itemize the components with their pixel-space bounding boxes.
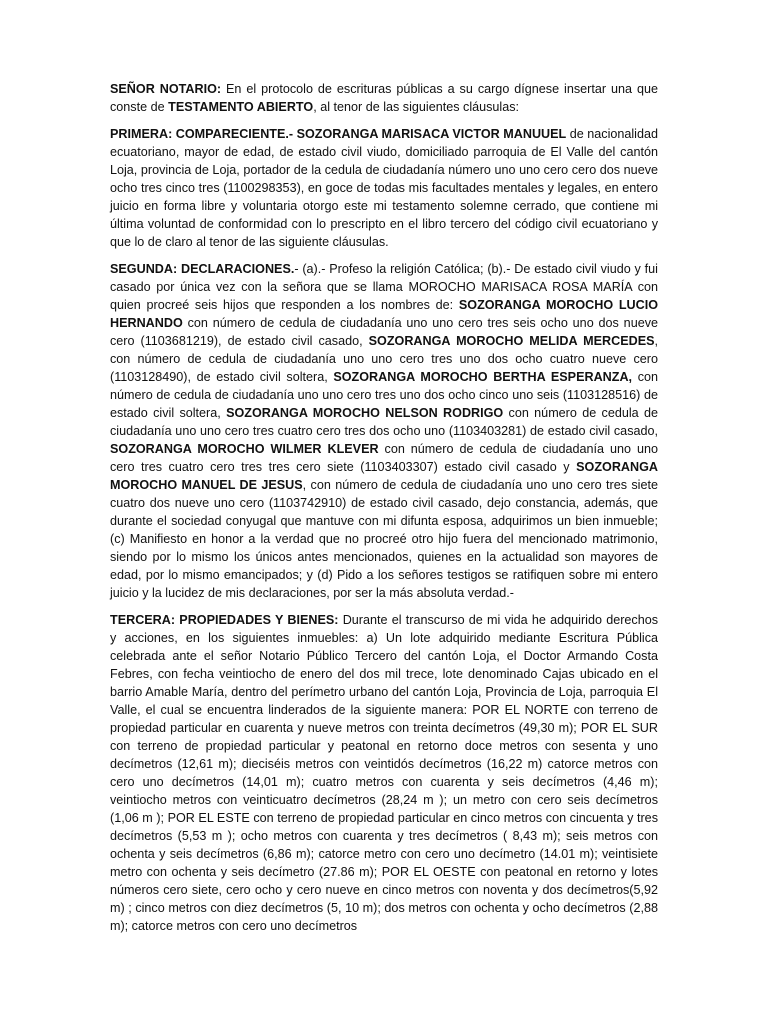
text-run: Durante el transcurso de mi vida he adquirido derechos y acciones, en los siguientes inmuebles: a) Un lote adquirido mediante Escritura Pública celebrada ante el señor Notario Público Tercero del cantón Loja, el Doctor Armando Costa Febres, con fecha veintiocho de enero del dos mil trece, lote denominado Cajas ubicado en el barrio Amable María, dentro del perímetro urbano del cantón Loja, Provincia de Loja, parroquia El Valle, el cual se encuentra linderados de la siguiente manera: POR EL NORTE con terreno de propiedad particular en cuarenta y nueve metros con treinta decímetros (49,30 m); POR EL SUR con terreno de propiedad particular y peatonal en retorno doce metros con sesenta y uno decímetros (12,61 m); dieciséis metros con veintidós decímetros (16,22 m) catorce metros con cero uno decímetros (14,01 m); cuatro metros con cuarenta y seis decímetros (4,46 m); veintiocho metros con veinticuatro decímetros (28,24 m ); un metro con cero seis decímetros (1,06 m ); POR EL ESTE con terreno de propiedad particular en cinco metros con cincuenta y tres decímetros (5,53 m ); ocho metros con cuarenta y tres decímetros ( 8,43 m); seis metros con ochenta y seis decímetros (6,86 m); catorce metro con cero uno decímetro (14.01 m); veintisiete metro con ochenta y seis decímetro (27.86 m); POR EL OESTE con peatonal en retorno y lotes números cero siete, cero ocho y cero nueve en cinco metros con noventa y dos decímetros(5,92 m) ; cinco metros con diez decímetros (5, 10 m); dos metros con ochenta y ocho decímetros (2,88 m); catorce metros con cero uno decímetros xyxy=(110,613,658,933)
bold-text-run: SOZORANGA MOROCHO NELSON RODRIGO xyxy=(226,406,504,420)
bold-text-run: SOZORANGA MOROCHO MANUEL DE JESUS xyxy=(110,460,658,492)
paragraph-intro xyxy=(110,80,658,116)
bold-text-run: SOZORANGA MOROCHO WILMER KLEVER xyxy=(110,442,379,456)
bold-text-run: TESTAMENTO ABIERTO xyxy=(168,100,314,114)
text-run: de nacionalidad ecuatoriano, mayor de edad, de estado civil viudo, domiciliado parroquia de El Valle del cantón Loja, provincia de Loja, portador de la cedula de ciudadanía número uno uno cero cero dos nueve ocho tres cinco tres (1100298353), en goce de todas mis facultades mentales y legales, en entero juicio en forma libre y voluntaria otorgo este mi testamento solemne cerrado, que contiene mi última voluntad de conformidad con lo prescripto en el libro tercero del código civil ecuatoriano y que lo de claro al tenor de las siguiente cláusulas. xyxy=(110,127,658,249)
text-run: con número de cedula de ciudadanía uno uno cero tres cuatro cero tres tres cero siete (1103403307) estado civil casado y xyxy=(110,442,658,474)
bold-text-run: SOZORANGA MOROCHO LUCIO HERNANDO xyxy=(110,298,658,330)
text-run: , con número de cedula de ciudadanía uno uno cero tres uno dos ocho cuatro nueve cero (1103128490), de estado civil soltera, xyxy=(110,334,658,384)
paragraph-primera xyxy=(110,125,658,251)
text-run: con número de cedula de ciudadanía uno uno cero tres cuatro cero tres dos ocho uno (1103403281) de estado civil casado, xyxy=(110,406,658,438)
text-run: con número de cedula de ciudadanía uno uno cero tres uno dos ocho cinco uno seis (1103128516) de estado civil soltera, xyxy=(110,370,659,420)
text-run: En el protocolo de escrituras públicas a su cargo dígnese insertar una que conste de xyxy=(110,82,658,114)
bold-text-run: SEGUNDA: DECLARACIONES. xyxy=(110,262,295,276)
text-run: , con número de cedula de ciudadanía uno uno cero tres siete cuatro dos nueve uno cero (1103742910) de estado civil casado, dejo constancia, además, que durante el sociedad conyugal que mantuve con mi difunta esposa, adquirimos un bien inmueble; (c) Manifiesto en honor a la verdad que no procreé otro hijo fuera del mencionado matrimonio, siendo por lo mismo los únicos antes mencionados, quienes en la actualidad son mayores de edad, por lo mismo emancipados; y (d) Pido a los señores testigos se ratifiquen sobre mi entero juicio y la lucidez de mis declaraciones, por ser la más absoluta verdad.- xyxy=(110,478,658,600)
document-page xyxy=(110,80,658,944)
bold-text-run: SOZORANGA MOROCHO BERTHA ESPERANZA, xyxy=(333,370,633,384)
text-run: - (a).- Profeso la religión Católica; (b).- De estado civil viudo y fui casado por única vez con la señora que se llama MOROCHO MARISACA ROSA MARÍA con quien procreé seis hijos que responden a los nombres de: xyxy=(110,262,658,312)
bold-text-run: SOZORANGA MOROCHO MELIDA MERCEDES xyxy=(368,334,655,348)
paragraph-tercera xyxy=(110,611,658,935)
text-run: , al tenor de las siguientes cláusulas: xyxy=(313,100,520,114)
bold-text-run: PRIMERA: COMPARECIENTE.- SOZORANGA MARISACA VICTOR MANUUEL xyxy=(110,127,567,141)
paragraph-segunda xyxy=(110,260,658,602)
bold-text-run: TERCERA: PROPIEDADES Y BIENES: xyxy=(110,613,339,627)
text-run: con número de cedula de ciudadanía uno uno cero tres seis ocho uno dos nueve cero (1103681219), de estado civil casado, xyxy=(110,316,658,348)
bold-text-run: SEÑOR NOTARIO: xyxy=(110,82,222,96)
